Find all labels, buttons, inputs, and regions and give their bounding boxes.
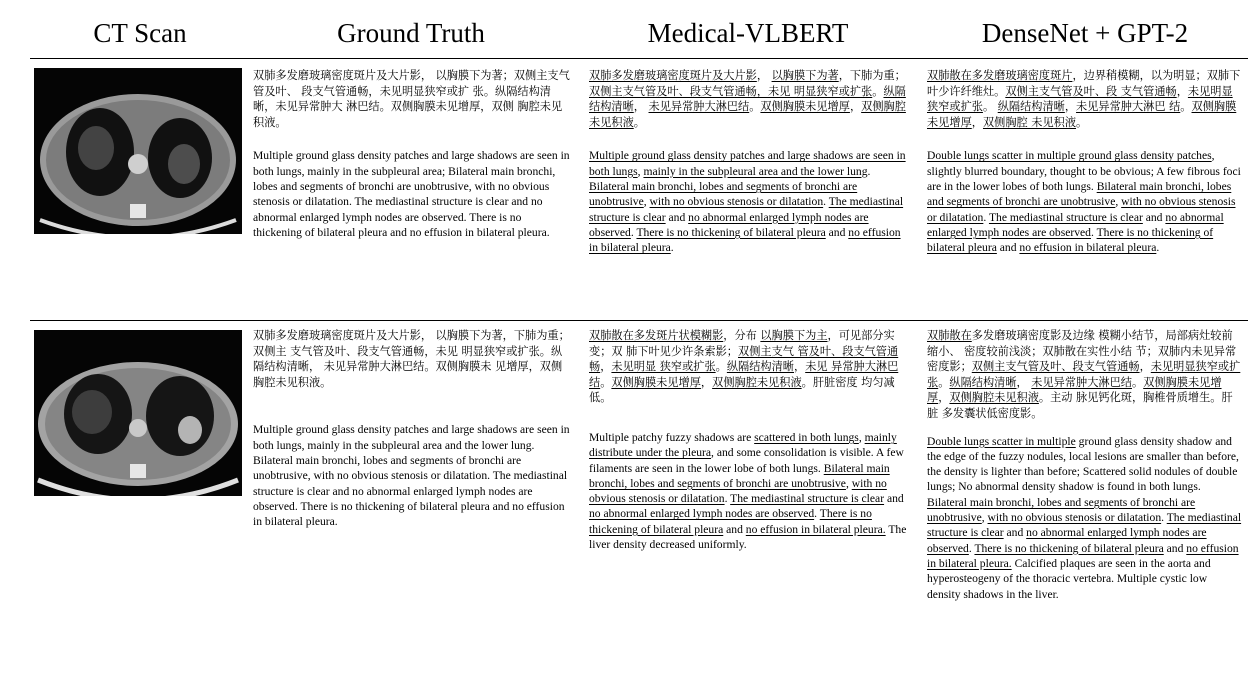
text-segment: Multiple ground glass density patches and large shadows are seen in both lungs, mainly in the subpleural area and the lower lung. Bilateral main bronchi, lobes and segments of bronchi are unobtrusive, with no obvious stenosis or dilatation. The mediastinal structure is clear and no abnormal enlarged lymph nodes are observed. There is no thickening of bilateral pleura and no effusion in bilateral pleura. bbox=[253, 423, 570, 529]
text-segment: ， bbox=[971, 115, 983, 129]
underlined-phrase: 双肺散在 bbox=[927, 329, 972, 342]
text-segment: 。 bbox=[600, 375, 612, 389]
text-segment: 。 bbox=[749, 100, 761, 114]
underlined-phrase: Bilateral main bronchi, lobes and segments of bronchi are unobtrusive bbox=[927, 495, 1196, 525]
text-segment: ground glass density shadow and the edge of the fuzzy nodules, local lesions are smaller than before, the density is lighter than before; Scattered solid nodules of double lungs; No abnormal density shadow is found in both lungs. bbox=[927, 434, 1239, 494]
underlined-phrase: 未见明显 狭窄或扩张 bbox=[611, 360, 716, 374]
underlined-phrase: Bilateral main bronchi, lobes and segments of bronchi are unobtrusive bbox=[589, 461, 890, 490]
text-segment: , and some consolidation is visible. A few filaments are seen in the lower lobe of both lungs. bbox=[589, 446, 904, 475]
text-segment: ， bbox=[600, 360, 612, 374]
text-segment: . bbox=[1161, 511, 1167, 525]
underlined-phrase: Double lungs scatter in multiple bbox=[927, 434, 1076, 448]
text-segment: and bbox=[825, 225, 849, 239]
text-segment: . bbox=[983, 210, 989, 224]
row1-densenet-en bbox=[927, 148, 1243, 255]
ct-scan-image bbox=[34, 330, 242, 496]
row2-ground-truth bbox=[253, 328, 571, 529]
text-segment: 。 bbox=[982, 100, 998, 114]
row2-vlbert-zh bbox=[589, 328, 907, 406]
underlined-phrase: mainly distribute under the pleura bbox=[589, 430, 897, 460]
underlined-phrase: 未见 异常肿大淋巴结 bbox=[589, 360, 899, 389]
underlined-phrase: Bilateral main bronchi, lobes and segments of bronchi are unobtrusive bbox=[927, 179, 1232, 209]
text-segment: , bbox=[845, 476, 852, 490]
underlined-phrase: 以胸膜下为主 bbox=[760, 329, 828, 342]
underlined-phrase: 双侧胸膜未见增厚 bbox=[927, 100, 1237, 129]
underlined-phrase: 双侧胸腔未见积液 bbox=[712, 375, 802, 389]
underlined-phrase: 纵隔结构清晰 bbox=[949, 375, 1017, 389]
text-segment: , bbox=[981, 511, 988, 525]
underlined-phrase: 双侧主支气管及叶、段支气管通畅，未见 明显狭窄或扩张 bbox=[589, 84, 873, 98]
ct-scan-image-graphic bbox=[34, 68, 242, 234]
underlined-phrase: Bilateral main bronchi, lobes and segments of bronchi are unobtrusive bbox=[589, 179, 858, 209]
text-segment: ，分布 bbox=[723, 329, 761, 342]
row2-vlbert-en bbox=[589, 430, 907, 552]
text-segment: . bbox=[1090, 225, 1097, 239]
text-segment: The liver density decreased uniformly. bbox=[589, 522, 907, 552]
text-segment: ， bbox=[633, 100, 649, 114]
header-ct-scan: CT Scan bbox=[93, 18, 187, 48]
row2-densenet-en bbox=[927, 434, 1243, 602]
text-segment: 。 bbox=[1132, 375, 1144, 389]
text-segment: 。 bbox=[715, 360, 727, 374]
text-segment: . bbox=[724, 492, 731, 506]
text-segment: ，下肺为重； bbox=[838, 69, 906, 82]
underlined-phrase: with no obvious stenosis or dilatation bbox=[589, 476, 887, 506]
text-segment: 。 bbox=[1076, 115, 1088, 129]
text-segment: 多发磨玻璃密度影及边缘 模糊小结节，局部病灶较前缩小、 密度较前浅淡；双肺散在实性小结 节；双肺内未见异常密度影； bbox=[927, 329, 1237, 374]
underlined-phrase: no effusion in bilateral pleura bbox=[1019, 241, 1157, 255]
underlined-phrase: scattered in both lungs bbox=[754, 430, 859, 444]
underlined-phrase: 双侧胸腔 未见积液 bbox=[982, 115, 1077, 129]
ct-scan-image-graphic bbox=[34, 330, 242, 496]
text-segment: ， bbox=[938, 391, 950, 405]
text-segment: 。 bbox=[1180, 100, 1192, 114]
header-ground-truth: Ground Truth bbox=[337, 18, 485, 48]
underlined-phrase: The mediastinal structure is clear bbox=[730, 492, 885, 506]
underlined-phrase: 双侧胸腔未见积液 bbox=[949, 391, 1039, 405]
text-segment: and bbox=[1003, 526, 1027, 540]
underlined-phrase: with no obvious stenosis or dilatation bbox=[927, 195, 1236, 224]
text-segment: , bbox=[858, 430, 865, 444]
underlined-phrase: 双侧主支气管及叶、段 支气管通畅 bbox=[1005, 84, 1177, 98]
text-segment: . bbox=[823, 195, 829, 209]
underlined-phrase: with no obvious stenosis or dilatation bbox=[649, 195, 824, 209]
text-segment: Multiple ground glass density patches and large shadows are seen in both lungs, mainly in the subpleural area; Bilateral main bronchi, lobes and segments of bronchi are unobtrusive, with no obvious stenosis or dilatation. The mediastinal structure is clear and no abnormal enlarged lymph nodes are observed. There is no thickening of bilateral pleura and no effusion in bilateral pleura. bbox=[253, 149, 570, 239]
text-segment: ， bbox=[1016, 375, 1032, 389]
underlined-phrase: 双侧胸膜未见增厚 bbox=[611, 375, 701, 389]
text-segment: . bbox=[968, 541, 975, 555]
row2-densenet-zh bbox=[927, 328, 1243, 422]
text-segment: 双肺多发磨玻璃密度斑片及大片影， 以胸膜下为著；双侧主支气管及叶、 段支气管通畅，未见明显狭窄或扩 张。纵隔结构清晰，未见异常肿大 淋巴结。双侧胸膜未见增厚，双侧 胸腔未见积液。 bbox=[253, 69, 570, 129]
row1-densenet-gpt2 bbox=[927, 68, 1243, 255]
underlined-phrase: The mediastinal structure is clear bbox=[589, 195, 904, 224]
text-segment: ，边界稍模糊，以为明显；双肺下叶少许纤维灶。 bbox=[927, 69, 1241, 98]
underlined-phrase: no abnormal enlarged lymph nodes are observed bbox=[927, 210, 1224, 239]
text-segment: and bbox=[996, 241, 1020, 255]
table-header bbox=[0, 0, 1248, 60]
row1-vlbert-zh bbox=[589, 68, 907, 130]
text-segment: ， bbox=[1064, 100, 1077, 114]
underlined-phrase: 未见异常肿大淋巴结 bbox=[1031, 375, 1132, 389]
underlined-phrase: The mediastinal structure is clear bbox=[988, 210, 1143, 224]
row1-gt-zh bbox=[253, 68, 571, 130]
text-segment: ，可见部分实变；双 肺下叶见少许条索影； bbox=[589, 329, 895, 358]
row2-medical-vlbert bbox=[589, 328, 907, 552]
underlined-phrase: 双侧胸膜未见增厚 bbox=[760, 100, 850, 114]
underlined-phrase: 未见异常肿大淋巴结 bbox=[648, 100, 750, 114]
underlined-phrase: no abnormal enlarged lymph nodes are observed bbox=[589, 210, 869, 239]
ct-scan-image bbox=[34, 68, 242, 234]
underlined-phrase: 双侧胸膜未见增厚 bbox=[927, 375, 1222, 405]
underlined-phrase: 未见明显狭窄或扩张 bbox=[927, 84, 1233, 114]
text-segment: ， bbox=[756, 69, 772, 82]
text-segment: . bbox=[670, 241, 674, 255]
row1-densenet-zh bbox=[927, 68, 1243, 130]
header-rule bbox=[30, 58, 1248, 59]
underlined-phrase: with no obvious stenosis or dilatation bbox=[987, 511, 1162, 525]
underlined-phrase: 双肺散在多发斑片状模糊影 bbox=[589, 329, 724, 342]
text-segment: . bbox=[814, 507, 820, 521]
header-medical-vlbert: Medical-VLBERT bbox=[647, 18, 849, 48]
underlined-phrase: 以胸膜下为著 bbox=[771, 69, 839, 82]
row1-vlbert-en bbox=[589, 148, 907, 255]
text-segment: 。主动 脉见钙化斑，胸椎骨质增生。肝脏 多发囊状低密度影。 bbox=[927, 391, 1233, 420]
row2-gt-en bbox=[253, 422, 571, 529]
text-segment: 。 bbox=[633, 115, 645, 129]
row1-medical-vlbert bbox=[589, 68, 907, 255]
underlined-phrase: There is no thickening of bilateral pleura bbox=[636, 225, 826, 239]
underlined-phrase: no abnormal enlarged lymph nodes are observed bbox=[927, 526, 1207, 555]
underlined-phrase: 双侧主支气 管及叶、段支气管通畅 bbox=[589, 344, 899, 374]
text-segment: ， bbox=[700, 375, 713, 389]
text-segment: , bbox=[643, 195, 650, 209]
underlined-phrase: no effusion in bilateral pleura bbox=[589, 225, 901, 255]
underlined-phrase: 双肺多发磨玻璃密度斑片及大片影 bbox=[589, 69, 757, 82]
row1-gt-en bbox=[253, 148, 571, 240]
row1-ground-truth bbox=[253, 68, 571, 240]
text-segment: . bbox=[867, 164, 871, 178]
underlined-phrase: 双侧主支气管及叶、段支气管通畅 bbox=[971, 360, 1140, 374]
text-segment: Multiple patchy fuzzy shadows are bbox=[589, 430, 755, 444]
underlined-phrase: 双侧胸腔未见积液 bbox=[589, 100, 906, 129]
underlined-phrase: There is no thickening of bilateral pleura bbox=[927, 225, 1214, 255]
text-segment: ， bbox=[849, 100, 862, 114]
header-densenet-gpt2: DenseNet + GPT-2 bbox=[981, 18, 1189, 48]
row2-densenet-gpt2 bbox=[927, 328, 1243, 602]
text-segment: ， bbox=[1139, 360, 1151, 374]
text-segment: and bbox=[1163, 541, 1187, 555]
row2-gt-zh bbox=[253, 328, 571, 390]
text-segment: , bbox=[1115, 195, 1122, 209]
underlined-phrase: no effusion in bilateral pleura. bbox=[745, 522, 886, 536]
underlined-phrase: no abnormal enlarged lymph nodes are observed bbox=[589, 507, 815, 521]
underlined-phrase: 纵隔结构清晰 bbox=[997, 100, 1065, 114]
text-segment: 。肝脏密度 均匀减低。 bbox=[589, 375, 895, 405]
underlined-phrase: 纵隔结构清晰 bbox=[726, 360, 794, 374]
text-segment: , bbox=[637, 164, 644, 178]
underlined-phrase: 未见异常肿大淋巴 结 bbox=[1076, 100, 1181, 114]
text-segment: , slightly blurred boundary, thought to be obvious; A few fibrous foci are in the lower lobes of both lungs. bbox=[927, 149, 1241, 193]
underlined-phrase: There is no thickening of bilateral pleura bbox=[974, 541, 1164, 555]
text-segment: and bbox=[665, 210, 689, 224]
text-segment: . bbox=[630, 225, 637, 239]
text-segment: ， bbox=[794, 360, 806, 374]
underlined-phrase: Multiple ground glass density patches and large shadows are seen in both lungs bbox=[589, 149, 906, 178]
underlined-phrase: 未见明显狭窄或扩张 bbox=[927, 360, 1241, 389]
underlined-phrase: mainly in the subpleural area and the lower lung bbox=[643, 164, 868, 178]
underlined-phrase: Double lungs scatter in multiple ground glass density patches bbox=[927, 149, 1212, 163]
row-divider bbox=[30, 320, 1248, 321]
text-segment: 双肺多发磨玻璃密度斑片及大片影， 以胸膜下为著，下肺为重；双侧主 支气管及叶、段支气管通畅，未见 明显狭窄或扩张。纵隔结构清晰， 未见异常肿大淋巴结。双侧胸膜未 见增厚，双侧胸腔未见积液。 bbox=[253, 329, 570, 389]
underlined-phrase: 双肺散在多发磨玻璃密度斑片 bbox=[927, 69, 1073, 82]
text-segment: Calcified plaques are seen in the aorta and hyperosteogeny of the thoracic vertebra. Multiple cystic low density shadows in the liver. bbox=[927, 556, 1211, 601]
text-segment: and bbox=[1142, 210, 1166, 224]
underlined-phrase: There is no thickening of bilateral pleura bbox=[589, 507, 872, 536]
text-segment: 。 bbox=[872, 84, 884, 98]
text-segment: ， bbox=[1176, 84, 1188, 98]
text-segment: and bbox=[884, 492, 904, 506]
text-segment: and bbox=[723, 522, 746, 536]
underlined-phrase: The mediastinal structure is clear bbox=[927, 511, 1242, 540]
text-segment: . bbox=[1156, 241, 1160, 255]
underlined-phrase: 纵隔结构清晰 bbox=[589, 84, 906, 114]
underlined-phrase: no effusion in bilateral pleura. bbox=[927, 541, 1239, 570]
text-segment: 。 bbox=[938, 375, 950, 389]
